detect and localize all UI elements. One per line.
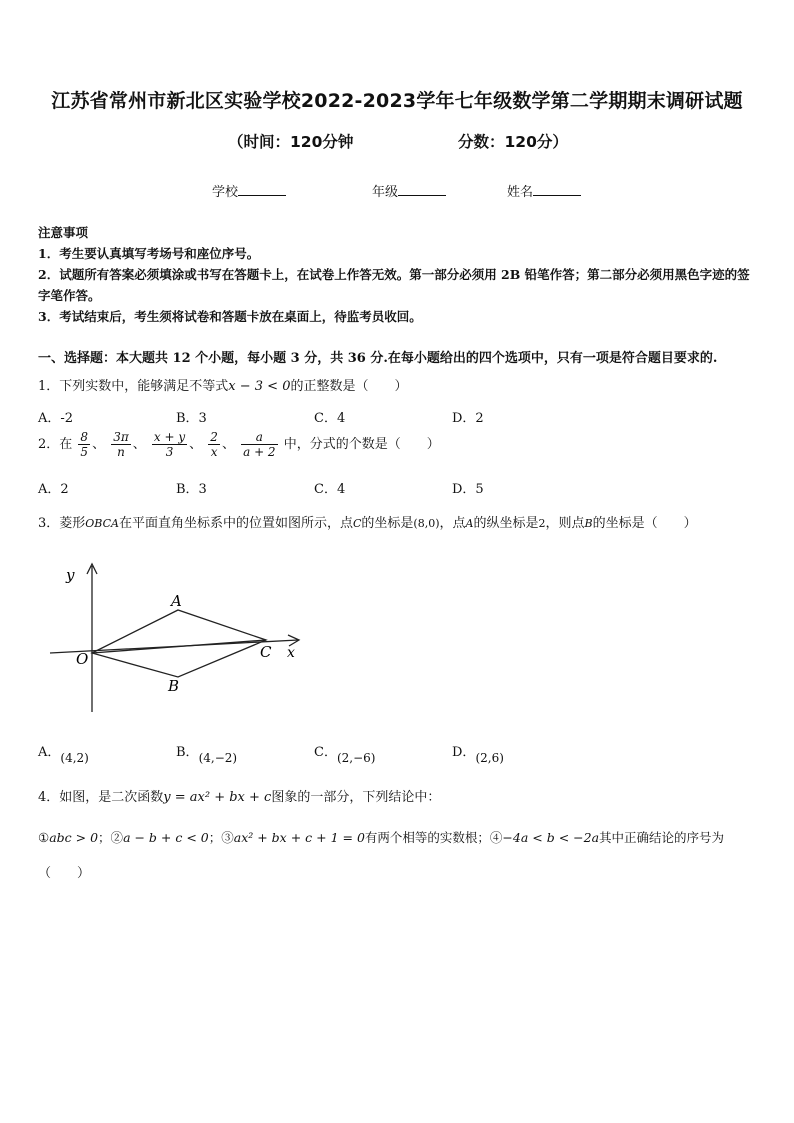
q1-option-a: A．-2 [38, 411, 74, 426]
exam-title: 江苏省常州市新北区实验学校2022-2023学年七年级数学第二学期期末调研试题 [51, 90, 743, 112]
question-4: 4．如图，是二次函数y = ax² + bx + c图象的一部分，下列结论中： [38, 790, 441, 805]
question-3: 3．菱形OBCA在平面直角坐标系中的位置如图所示，点C的坐标是(8,0)，点A的纵坐标是2，则点B的坐标是（ ） [38, 516, 697, 531]
q2-fraction-2: $\frac{3\pi}{n}$ [113, 430, 129, 459]
q2-fraction-3: $\frac{x + y}{3}$ [153, 430, 186, 459]
school-field [212, 181, 286, 200]
q2-prefix: 2．在 [38, 437, 73, 452]
notes-heading: 注意事项 [38, 225, 89, 240]
section-heading: 一、选择题：本大题共 12 个小题，每小题 3 分，共 36 分.在每小题给出的四个选项中，只有一项是符合题目要求的. [38, 351, 718, 366]
q3-option-a: A．(4,2) [38, 745, 89, 765]
q1-text: 1．下列实数中，能够满足不等式 [38, 379, 229, 394]
q2-option-b: B．3 [176, 482, 207, 497]
q4-function: y = ax² + bx + c [163, 790, 272, 805]
q4-answer-paren: （ ） [38, 866, 91, 881]
q2-option-d: D．5 [452, 482, 484, 497]
q1-expr: x − 3 < 0 [228, 379, 291, 394]
note-item: 1．考生要认真填写考场号和座位序号。 [38, 246, 260, 261]
label-y: y [66, 566, 75, 584]
q1-option-c: C．4 [314, 411, 346, 426]
rhombus-figure [40, 560, 310, 715]
q2-fraction-4: $\frac{2}{x}$ [210, 430, 218, 459]
q1-option-b: B．3 [176, 411, 207, 426]
school-label: 学校 [212, 185, 239, 200]
notes-block [38, 222, 760, 327]
exam-time: （时间：120分钟 [228, 133, 354, 151]
label-x: x [287, 645, 295, 661]
note-item: 3．考试结束后，考生须将试卷和答题卡放在桌面上，待监考员收回。 [38, 309, 422, 324]
question-1 [38, 375, 408, 394]
name-field [507, 181, 581, 200]
label-b: B [168, 677, 180, 695]
exam-score: 分数：120分） [458, 133, 568, 151]
q3-option-b: B．(4,−2) [176, 745, 238, 765]
label-a: A [171, 592, 182, 610]
label-c: C [260, 643, 272, 661]
name-label: 姓名 [507, 185, 534, 200]
q3-option-c: C．(2,−6) [314, 745, 376, 765]
q1-option-d: D．2 [452, 411, 484, 426]
q2-fraction-5: $\frac{a}{a + 2}$ [243, 430, 276, 459]
q2-suffix: 中，分式的个数是（ ） [283, 437, 440, 452]
q2-fraction-1: $\frac{8}{5}$ [80, 430, 89, 459]
q3-option-d: D．(2,6) [452, 745, 504, 765]
grade-label: 年级 [372, 185, 399, 200]
q1-suffix: 的正整数是（ ） [290, 379, 408, 394]
name-blank [533, 183, 581, 196]
note-item: 2．试题所有答案必须填涂或书写在答题卡上，在试卷上作答无效。第一部分必须用 2B 铅笔作答；第二部分必须用黑色字迹的签字笔作答。 [38, 267, 750, 303]
label-o: O [76, 650, 89, 668]
school-blank [238, 183, 286, 196]
question-2: 2．在 $\frac{8}{5}$ 、 $\frac{3\pi}{n}$ 、 $\frac{x + y}{3}$ 、 $\frac{2}{x}$ 、 $\frac{a}{a + 2}$ 中，分式的个数是（ ） [38, 430, 440, 459]
grade-blank [398, 183, 446, 196]
question-4-statements: ①abc > 0；②a − b + c < 0；③ax² + bx + c + 1 = 0有两个相等的实数根；④−4a < b < −2a其中正确结论的序号为 [38, 830, 725, 845]
q2-option-a: A．2 [38, 482, 69, 497]
grade-field [372, 181, 446, 200]
q2-option-c: C．4 [314, 482, 346, 497]
